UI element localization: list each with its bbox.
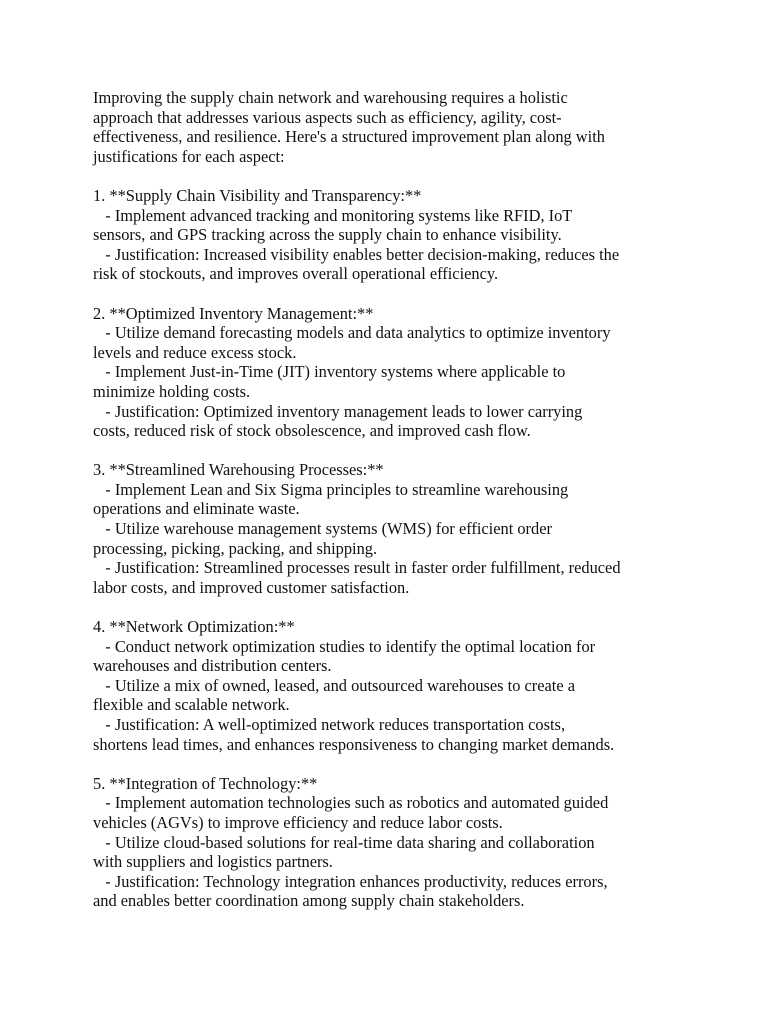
- section-line: costs, reduced risk of stock obsolescence, and improved cash flow.: [93, 421, 531, 441]
- blank-line: [93, 441, 693, 461]
- section-line: - Implement Lean and Six Sigma principles to streamline warehousing: [93, 479, 569, 499]
- section-line: with suppliers and logistics partners.: [93, 852, 333, 872]
- section-heading: 4. **Network Optimization:**: [93, 617, 295, 637]
- document-page: [93, 88, 693, 911]
- section-heading: 1. **Supply Chain Visibility and Transparency:**: [93, 185, 422, 205]
- section-line: and enables better coordination among supply chain stakeholders.: [93, 891, 525, 911]
- section-line: warehouses and distribution centers.: [93, 656, 332, 676]
- intro-line: justifications for each aspect:: [93, 146, 285, 166]
- section-line: flexible and scalable network.: [93, 695, 290, 715]
- section-warehousing: [93, 460, 693, 597]
- section-line: - Utilize cloud-based solutions for real-time data sharing and collaboration: [93, 832, 595, 852]
- section-heading: 2. **Optimized Inventory Management:**: [93, 303, 374, 323]
- section-line: labor costs, and improved customer satisfaction.: [93, 577, 410, 597]
- section-line: - Implement automation technologies such as robotics and automated guided: [93, 793, 609, 813]
- blank-line: [93, 754, 693, 774]
- section-line: sensors, and GPS tracking across the supply chain to enhance visibility.: [93, 225, 562, 245]
- section-line: processing, picking, packing, and shipping.: [93, 538, 378, 558]
- section-line: shortens lead times, and enhances responsiveness to changing market demands.: [93, 734, 615, 754]
- section-line: risk of stockouts, and improves overall operational efficiency.: [93, 264, 499, 284]
- intro-line: effectiveness, and resilience. Here's a structured improvement plan along with: [93, 127, 605, 147]
- intro-paragraph: [93, 88, 693, 166]
- section-line: - Justification: A well-optimized network reduces transportation costs,: [93, 715, 566, 734]
- section-line: - Utilize a mix of owned, leased, and outsourced warehouses to create a: [93, 675, 575, 695]
- section-inventory: [93, 304, 693, 441]
- section-line: operations and eliminate waste.: [93, 499, 300, 519]
- intro-line: approach that addresses various aspects such as efficiency, agility, cost-: [93, 107, 562, 127]
- section-line: - Implement Just-in-Time (JIT) inventory systems where applicable to: [93, 362, 566, 382]
- blank-line: [93, 284, 693, 304]
- section-line: - Justification: Streamlined processes result in faster order fulfillment, reduced: [93, 558, 621, 578]
- section-line: - Utilize warehouse management systems (WMS) for efficient order: [93, 519, 552, 539]
- section-line: - Utilize demand forecasting models and data analytics to optimize inventory: [93, 323, 611, 343]
- section-visibility: [93, 186, 693, 284]
- blank-line: [93, 597, 693, 617]
- section-line: - Justification: Increased visibility enables better decision-making, reduces the: [93, 244, 620, 264]
- section-heading: 3. **Streamlined Warehousing Processes:**: [93, 460, 384, 480]
- section-line: - Justification: Technology integration enhances productivity, reduces errors,: [93, 871, 608, 891]
- section-line: levels and reduce excess stock.: [93, 342, 297, 362]
- section-heading: 5. **Integration of Technology:**: [93, 773, 318, 793]
- section-line: - Conduct network optimization studies to identify the optimal location for: [93, 636, 596, 656]
- intro-line: Improving the supply chain network and warehousing requires a holistic: [93, 88, 568, 107]
- section-line: vehicles (AGVs) to improve efficiency and reduce labor costs.: [93, 812, 503, 832]
- section-technology: [93, 774, 693, 911]
- section-network: [93, 617, 693, 754]
- section-line: - Implement advanced tracking and monitoring systems like RFID, IoT: [93, 205, 573, 225]
- blank-line: [93, 166, 693, 186]
- section-line: - Justification: Optimized inventory management leads to lower carrying: [93, 401, 583, 421]
- section-line: minimize holding costs.: [93, 381, 251, 401]
